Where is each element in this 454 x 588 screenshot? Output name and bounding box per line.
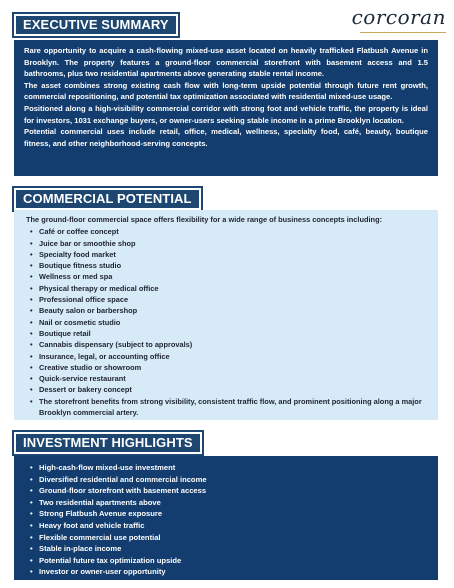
list-item: • Dessert or bakery concept (26, 384, 428, 395)
list-item: • Cannabis dispensary (subject to approvals) (26, 339, 428, 350)
list-item: • Juice bar or smoothie shop (26, 238, 428, 249)
list-item: • Insurance, legal, or accounting office (26, 351, 428, 362)
list-item: • Flexible commercial use potential (26, 532, 428, 544)
list-item: • High-cash-flow mixed-use investment (26, 462, 428, 474)
commercial-use-list (26, 226, 428, 418)
list-item: • Heavy foot and vehicle traffic (26, 520, 428, 532)
list-item: • Beauty salon or barbershop (26, 305, 428, 316)
highlights-list (26, 462, 428, 578)
list-item: • Creative studio or showroom (26, 362, 428, 373)
list-item: • Specialty food market (26, 249, 428, 260)
list-item: • Boutique retail (26, 328, 428, 339)
summary-paragraph: The asset combines strong existing cash flow with long-term upside potential through future rent growth, commercial repositioning, and potential tax optimization associated with residential mixed-use usage. (24, 80, 428, 102)
list-item: • Wellness or med spa (26, 271, 428, 282)
commercial-potential-title: COMMERCIAL POTENTIAL (14, 188, 201, 210)
list-item: • Ground-floor storefront with basement access (26, 485, 428, 497)
commercial-intro: The ground-floor commercial space offers flexibility for a wide range of business concepts including: (26, 215, 383, 224)
list-item: • Café or coffee concept (26, 226, 428, 237)
list-item: • Stable in-place income (26, 543, 428, 555)
list-item: • Strong Flatbush Avenue exposure (26, 508, 428, 520)
list-item: • Quick-service restaurant (26, 373, 428, 384)
list-item: • The storefront benefits from strong visibility, consistent traffic flow, and prominent positioning along a major Brooklyn commercial artery. (26, 396, 428, 419)
list-item: • Potential future tax optimization upside (26, 555, 428, 567)
list-item: • Nail or cosmetic studio (26, 317, 428, 328)
executive-summary-title: EXECUTIVE SUMMARY (14, 14, 178, 36)
logo-underline (360, 32, 446, 33)
list-item: • Physical therapy or medical office (26, 283, 428, 294)
summary-paragraph: Potential commercial uses include retail, office, medical, wellness, specialty food, café, beauty, boutique fitness, and other neighborhood-serving concepts. (24, 127, 428, 148)
summary-paragraph: Positioned along a high-visibility commercial corridor with strong foot and vehicle traffic, the property is ideal for investors, 1031 exchange buyers, or owner-users seeking stable income in a prime Brooklyn location. (24, 103, 428, 125)
executive-summary-box (14, 40, 438, 176)
list-item: • Two residential apartments above (26, 497, 428, 509)
commercial-potential-box (14, 210, 438, 420)
list-item: • Boutique fitness studio (26, 260, 428, 271)
summary-paragraph: Rare opportunity to acquire a cash-flowing mixed-use asset located on heavily trafficked Flatbush Avenue in Brooklyn. The property features a ground-floor commercial storefront with basement access and 1.5 bathrooms, plus two residential apartments above generating stable rental income. (24, 46, 428, 79)
list-item: • Investor or owner-user opportunity (26, 566, 428, 578)
list-item: • Professional office space (26, 294, 428, 305)
investment-highlights-title: INVESTMENT HIGHLIGHTS (14, 432, 202, 454)
list-item: • Diversified residential and commercial income (26, 474, 428, 486)
investment-highlights-box (14, 456, 438, 580)
brand-logo: corcoran (351, 5, 446, 29)
